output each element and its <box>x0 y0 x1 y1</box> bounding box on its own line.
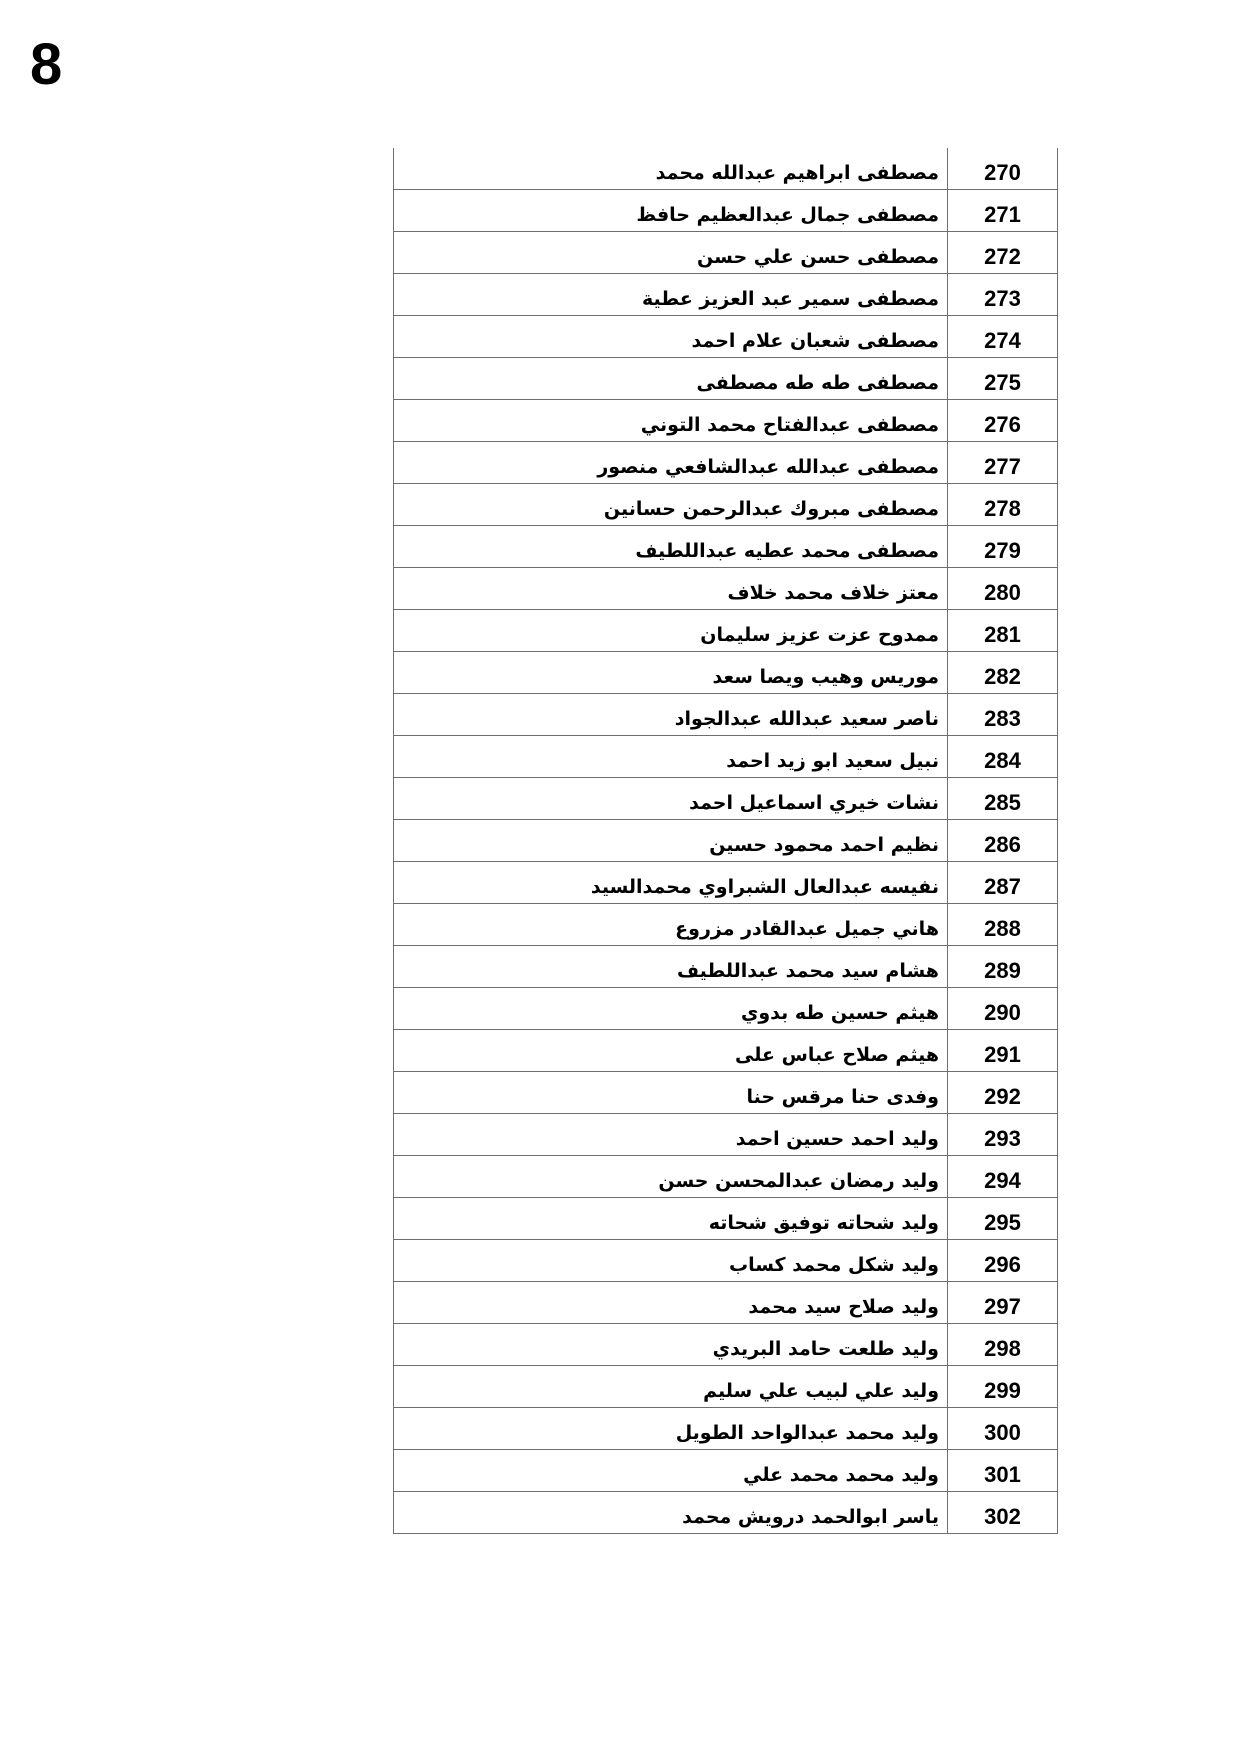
number-cell: 281 <box>948 610 1058 652</box>
name-cell: وليد احمد حسين احمد <box>394 1114 948 1156</box>
table-row <box>394 442 1058 484</box>
name-cell: وفدى حنا مرقس حنا <box>394 1072 948 1114</box>
number-cell: 300 <box>948 1408 1058 1450</box>
table-row <box>394 148 1058 190</box>
table-row <box>394 610 1058 652</box>
number-cell: 287 <box>948 862 1058 904</box>
number-cell: 283 <box>948 694 1058 736</box>
number-cell: 292 <box>948 1072 1058 1114</box>
number-cell: 274 <box>948 316 1058 358</box>
table-row <box>394 904 1058 946</box>
table-row <box>394 484 1058 526</box>
name-cell: نشات خيري اسماعيل احمد <box>394 778 948 820</box>
name-cell: هيثم حسين طه بدوي <box>394 988 948 1030</box>
number-cell: 277 <box>948 442 1058 484</box>
name-cell: مصطفى مبروك عبدالرحمن حسانين <box>394 484 948 526</box>
number-cell: 288 <box>948 904 1058 946</box>
number-cell: 284 <box>948 736 1058 778</box>
number-cell: 275 <box>948 358 1058 400</box>
name-cell: وليد طلعت حامد البريدي <box>394 1324 948 1366</box>
name-cell: مصطفى عبدالله عبدالشافعي منصور <box>394 442 948 484</box>
name-cell: مصطفى حسن علي حسن <box>394 232 948 274</box>
name-cell: وليد محمد محمد علي <box>394 1450 948 1492</box>
table-row <box>394 568 1058 610</box>
name-cell: مصطفى عبدالفتاح محمد التوني <box>394 400 948 442</box>
number-cell: 270 <box>948 148 1058 190</box>
number-cell: 291 <box>948 1030 1058 1072</box>
name-cell: مصطفى ابراهيم عبدالله محمد <box>394 148 948 190</box>
table-row <box>394 652 1058 694</box>
table-row <box>394 1366 1058 1408</box>
name-cell: نظيم احمد محمود حسين <box>394 820 948 862</box>
table-row <box>394 1492 1058 1534</box>
name-cell: مصطفى سمير عبد العزيز عطية <box>394 274 948 316</box>
table-row <box>394 1240 1058 1282</box>
table-row <box>394 1408 1058 1450</box>
number-cell: 289 <box>948 946 1058 988</box>
table-row <box>394 736 1058 778</box>
name-cell: هيثم صلاح عباس على <box>394 1030 948 1072</box>
names-table-body <box>394 148 1058 1534</box>
number-cell: 282 <box>948 652 1058 694</box>
number-cell: 302 <box>948 1492 1058 1534</box>
table-row <box>394 1282 1058 1324</box>
name-cell: ياسر ابوالحمد درويش محمد <box>394 1492 948 1534</box>
number-cell: 272 <box>948 232 1058 274</box>
table-row <box>394 778 1058 820</box>
number-cell: 296 <box>948 1240 1058 1282</box>
table-row <box>394 988 1058 1030</box>
table-row <box>394 1114 1058 1156</box>
name-cell: معتز خلاف محمد خلاف <box>394 568 948 610</box>
number-cell: 301 <box>948 1450 1058 1492</box>
number-cell: 279 <box>948 526 1058 568</box>
number-cell: 271 <box>948 190 1058 232</box>
name-cell: نبيل سعيد ابو زيد احمد <box>394 736 948 778</box>
table-row <box>394 400 1058 442</box>
number-cell: 276 <box>948 400 1058 442</box>
name-cell: مصطفى شعبان علام احمد <box>394 316 948 358</box>
number-cell: 273 <box>948 274 1058 316</box>
number-cell: 297 <box>948 1282 1058 1324</box>
name-cell: وليد صلاح سيد محمد <box>394 1282 948 1324</box>
number-cell: 298 <box>948 1324 1058 1366</box>
table-row <box>394 1324 1058 1366</box>
table-row <box>394 1030 1058 1072</box>
name-cell: وليد شحاته توفيق شحاته <box>394 1198 948 1240</box>
names-table <box>393 148 1058 1534</box>
table-row <box>394 232 1058 274</box>
table-row <box>394 820 1058 862</box>
table-row <box>394 946 1058 988</box>
name-cell: وليد شكل محمد كساب <box>394 1240 948 1282</box>
table-row <box>394 1450 1058 1492</box>
page-number: 8 <box>30 32 63 97</box>
table-row <box>394 274 1058 316</box>
name-cell: هاني جميل عبدالقادر مزروع <box>394 904 948 946</box>
name-cell: موريس وهيب ويصا سعد <box>394 652 948 694</box>
name-cell: وليد علي لبيب علي سليم <box>394 1366 948 1408</box>
number-cell: 285 <box>948 778 1058 820</box>
number-cell: 295 <box>948 1198 1058 1240</box>
number-cell: 294 <box>948 1156 1058 1198</box>
name-cell: وليد رمضان عبدالمحسن حسن <box>394 1156 948 1198</box>
name-cell: مصطفى طه طه مصطفى <box>394 358 948 400</box>
table-row <box>394 694 1058 736</box>
table-row <box>394 526 1058 568</box>
table-row <box>394 316 1058 358</box>
table-row <box>394 1156 1058 1198</box>
name-cell: مصطفى جمال عبدالعظيم حافظ <box>394 190 948 232</box>
number-cell: 286 <box>948 820 1058 862</box>
table-row <box>394 1198 1058 1240</box>
name-cell: ممدوح عزت عزيز سليمان <box>394 610 948 652</box>
table-row <box>394 190 1058 232</box>
number-cell: 290 <box>948 988 1058 1030</box>
name-cell: هشام سيد محمد عبداللطيف <box>394 946 948 988</box>
name-cell: ناصر سعيد عبدالله عبدالجواد <box>394 694 948 736</box>
number-cell: 299 <box>948 1366 1058 1408</box>
number-cell: 293 <box>948 1114 1058 1156</box>
table-row <box>394 1072 1058 1114</box>
table-row <box>394 862 1058 904</box>
name-cell: نفيسه عبدالعال الشبراوي محمدالسيد <box>394 862 948 904</box>
name-cell: وليد محمد عبدالواحد الطويل <box>394 1408 948 1450</box>
table-row <box>394 358 1058 400</box>
number-cell: 278 <box>948 484 1058 526</box>
number-cell: 280 <box>948 568 1058 610</box>
name-cell: مصطفى محمد عطيه عبداللطيف <box>394 526 948 568</box>
